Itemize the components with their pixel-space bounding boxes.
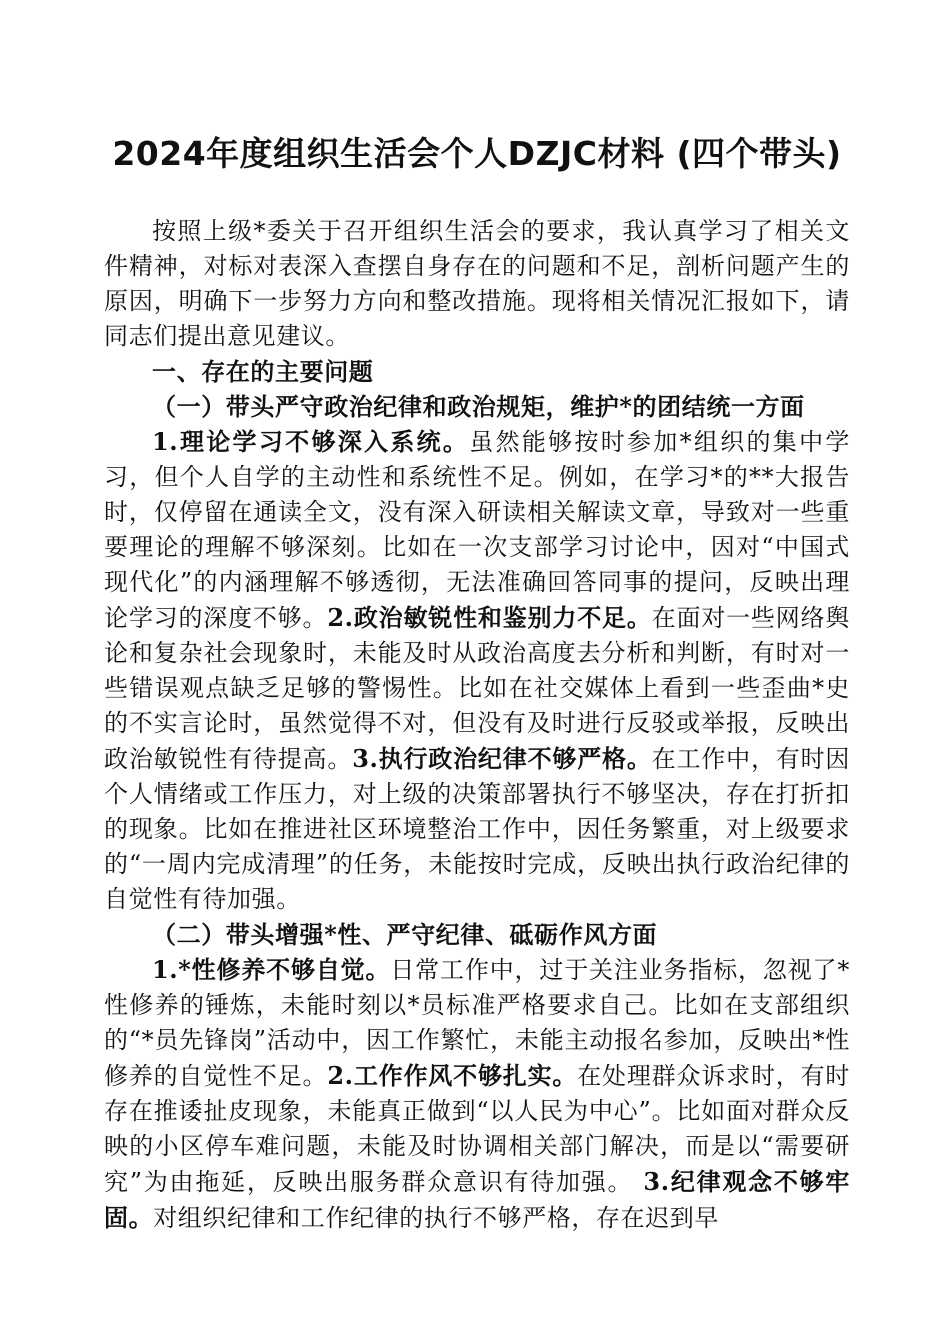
subsection-2-paragraph bbox=[104, 952, 850, 1236]
item-body: 在处理群众诉求时，有时存在推诿扯皮现象，未能真正做到“以人民为中心”。比如面对群众反映的小区停车难问题，未能及时协调相关部门解决，而是以“需要研究”为由拖延，反映出服务群众意识有待加强。 bbox=[104, 1062, 851, 1196]
subsection-heading-1: （一）带头严守政治纪律和政治规矩，维护*的团结统一方面 bbox=[152, 392, 805, 421]
subsection-heading-2: （二）带头增强*性、严守纪律、砥砺作风方面 bbox=[152, 920, 658, 949]
document-title: 2024年度组织生活会个人DZJC材料 (四个带头) bbox=[112, 134, 842, 173]
item-body: 日常工作中，过于关注业务指标，忽视了*性修养的锤炼，未能时刻以*员标准严格要求自己。比如在支部组织的“*员先锋岗”活动中，因工作繁忙，未能主动报名参加，反映出*性修养的自觉性不足。 bbox=[104, 956, 850, 1090]
item-title: 3.执行政治纪律不够严格。 bbox=[352, 744, 652, 773]
item-body: 对组织纪律和工作纪律的执行不够严格，存在迟到早 bbox=[153, 1204, 720, 1232]
item-title: 2.政治敏锐性和鉴别力不足。 bbox=[327, 603, 652, 632]
item-title: 1.*性修养不够自觉。 bbox=[152, 955, 391, 984]
item-body: 在工作中，有时因个人情绪或工作压力，对上级的决策部署执行不够坚决，存在打折扣的现象。比如在推进社区环境整治工作中，因任务繁重，对上级要求的“一周内完成清理”的任务，未能按时完成，反映出执行政治纪律的自觉性有待加强。 bbox=[104, 745, 850, 913]
subsection-1-paragraph bbox=[104, 424, 850, 917]
item-title: 1.理论学习不够深入系统。 bbox=[152, 427, 470, 456]
intro-paragraph: 按照上级*委关于召开组织生活会的要求，我认真学习了相关文件精神，对标对表深入查摆自身存在的问题和不足，剖析问题产生的原因，明确下一步努力方向和整改措施。现将相关情况汇报如下，请同志们提出意见建议。 bbox=[104, 217, 850, 350]
item-body: 虽然能够按时参加*组织的集中学习，但个人自学的主动性和系统性不足。例如，在学习*的**大报告时，仅停留在通读全文，没有深入研读相关解读文章，导致对一些重要理论的理解不够深刻。比如在一次支部学习讨论中，因对“中国式现代化”的内涵理解不够透彻，无法准确回答同事的提问，反映出理论学习的深度不够。 bbox=[104, 428, 851, 632]
item-body: 在面对一些网络舆论和复杂社会现象时，未能及时从政治高度去分析和判断，有时对一些错误观点缺乏足够的警惕性。比如在社交媒体上看到一些歪曲*史的不实言论时，虽然觉得不对，但没有及时进行反驳或举报，反映出政治敏锐性有待提高。 bbox=[104, 604, 850, 773]
item-title: 3.纪律观念不够牢固。 bbox=[104, 1167, 850, 1232]
section-heading-problems: 一、存在的主要问题 bbox=[152, 357, 374, 386]
item-title: 2.工作作风不够扎实。 bbox=[327, 1061, 578, 1090]
